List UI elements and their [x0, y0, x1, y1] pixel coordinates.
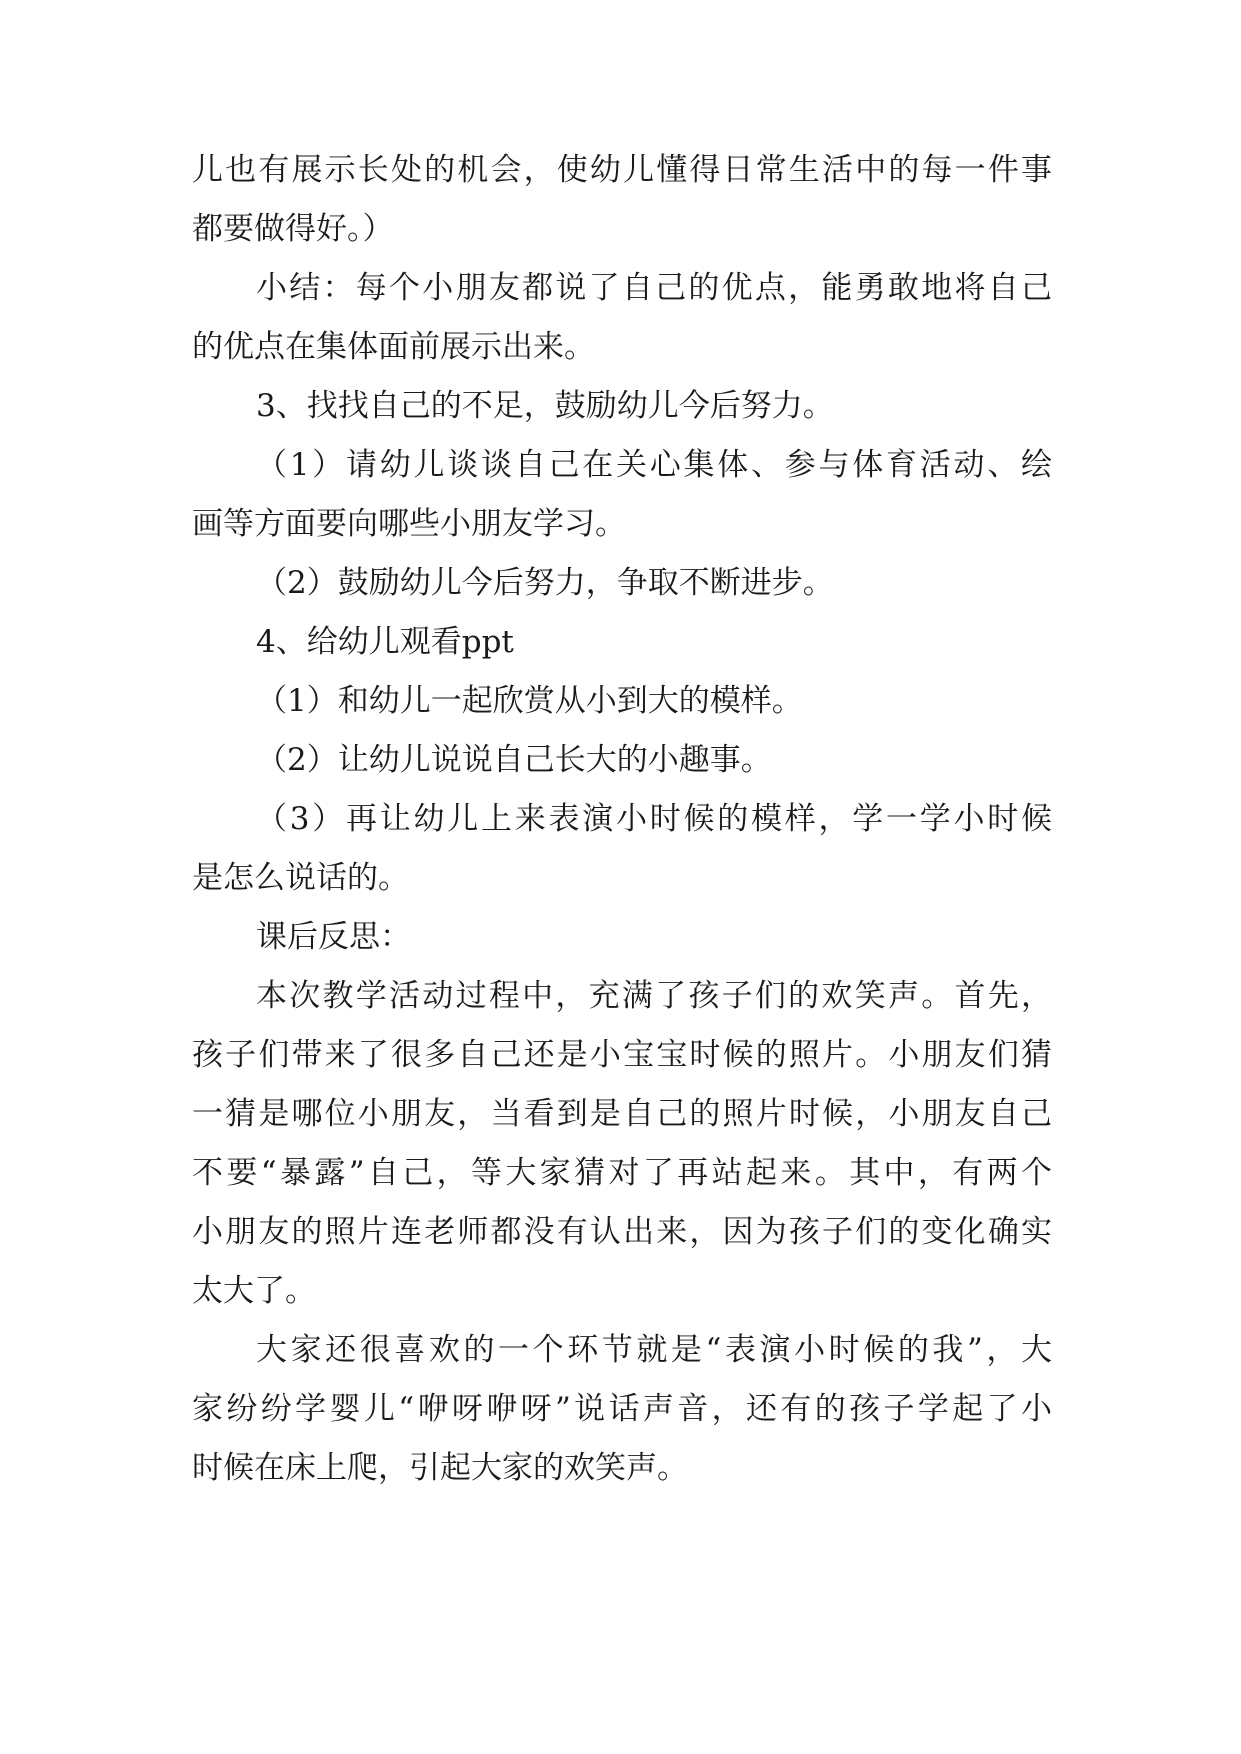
text-line: 小结：每个小朋友都说了自己的优点，能勇敢地将自己 — [256, 270, 1052, 306]
text-line: （2）让幼儿说说自己长大的小趣事。 — [256, 742, 772, 778]
text-line: 儿也有展示长处的机会，使幼儿懂得日常生活中的每一件事 — [192, 152, 1052, 188]
text-line: 小朋友的照片连老师都没有认出来，因为孩子们的变化确实 — [192, 1214, 1052, 1250]
text-line: 家纷纷学婴儿“咿呀咿呀”说话声音，还有的孩子学起了小 — [192, 1391, 1052, 1427]
text-line: 时候在床上爬，引起大家的欢笑声。 — [192, 1450, 688, 1486]
text-line: 都要做得好。） — [192, 211, 394, 247]
text-line: 3、找找自己的不足，鼓励幼儿今后努力。 — [256, 388, 834, 424]
text-line: 4、给幼儿观看ppt — [256, 624, 514, 660]
text-line: 孩子们带来了很多自己还是小宝宝时候的照片。小朋友们猜 — [192, 1037, 1052, 1073]
text-line: 不要“暴露”自己，等大家猜对了再站起来。其中，有两个 — [192, 1155, 1052, 1191]
text-line: 的优点在集体面前展示出来。 — [192, 329, 595, 365]
text-line: 本次教学活动过程中，充满了孩子们的欢笑声。首先， — [256, 978, 1052, 1014]
text-line: 是怎么说话的。 — [192, 860, 409, 896]
text-line: 大家还很喜欢的一个环节就是“表演小时候的我”，大 — [256, 1332, 1052, 1368]
text-line: 太大了。 — [192, 1273, 316, 1309]
text-line: 一猜是哪位小朋友，当看到是自己的照片时候，小朋友自己 — [192, 1096, 1052, 1132]
text-line: （1）和幼儿一起欣赏从小到大的模样。 — [256, 683, 803, 719]
text-line: （3）再让幼儿上来表演小时候的模样，学一学小时候 — [256, 801, 1052, 837]
text-line: 课后反思： — [256, 919, 411, 955]
text-line: 画等方面要向哪些小朋友学习。 — [192, 506, 626, 542]
text-line: （1）请幼儿谈谈自己在关心集体、参与体育活动、绘 — [256, 447, 1052, 483]
text-line: （2）鼓励幼儿今后努力，争取不断进步。 — [256, 565, 834, 601]
